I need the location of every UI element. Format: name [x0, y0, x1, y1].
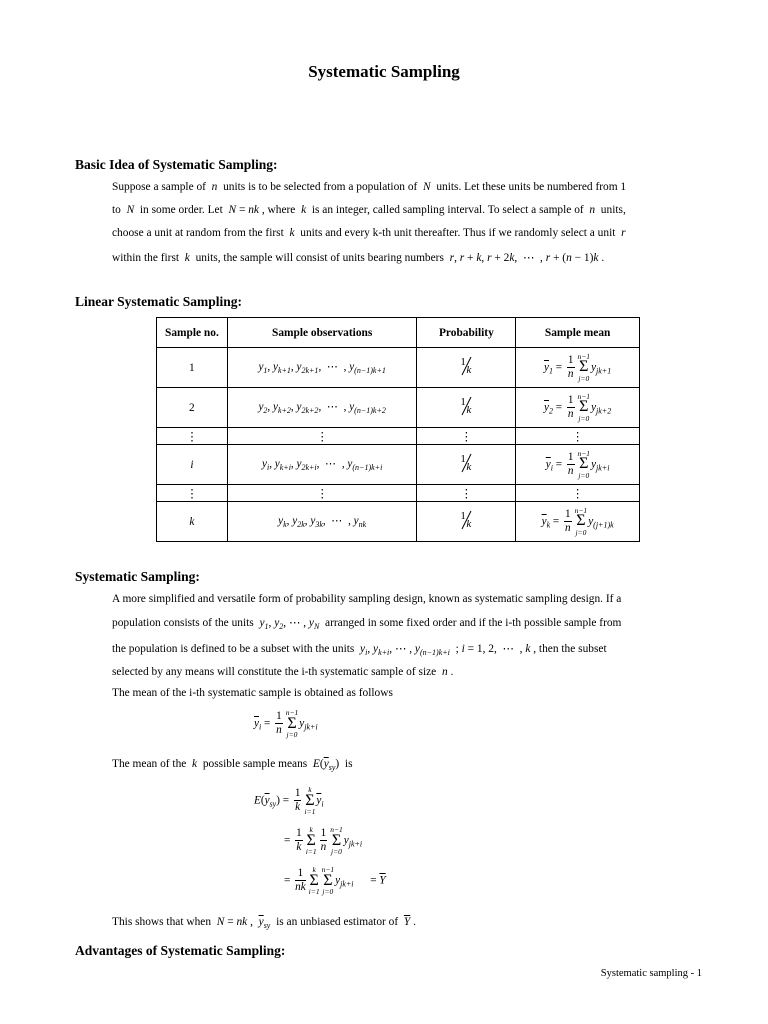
probability: 1 k — [417, 445, 516, 485]
column-header: Probability — [417, 318, 516, 348]
equation-expectation-1: $E(\overline{y}_{sy})$ = $\frac{1}{k}$ k Σ i=1 $\overline{y}_i$ — [254, 785, 324, 816]
sample-no: 2 — [157, 388, 228, 428]
section-heading-basic-idea: Basic Idea of Systematic Sampling: — [75, 157, 278, 172]
sample-no: 1 — [157, 348, 228, 388]
paragraph-line: to N in some order. Let N = nk , where k is an integer, called sampling interval. To select a sample of n units, — [112, 204, 626, 216]
section-heading-advantages: Advantages of Systematic Sampling: — [75, 943, 286, 958]
paragraph-line: The mean of the k possible sample means $E(\overline{y}_{sy})$ is — [112, 758, 353, 772]
vertical-ellipsis: ⋮ — [227, 485, 417, 502]
table-row — [157, 445, 640, 485]
sample-observations: $y_i$, $y_{k+i}$, $y_{2k+i}$, ⋯ , $y_{(n-1)k+i}$ — [227, 445, 417, 485]
table-row — [157, 502, 640, 542]
sampling-table — [156, 317, 640, 542]
column-header: Sample no. — [157, 318, 228, 348]
page-footer: Systematic sampling - 1 — [600, 968, 702, 979]
table-row-ellipsis — [157, 485, 640, 502]
paragraph-line: A more simplified and versatile form of probability sampling design, known as systematic sampling design. If a — [112, 593, 622, 605]
section-heading-systematic: Systematic Sampling: — [75, 569, 200, 584]
probability: 1 k — [417, 348, 516, 388]
vertical-ellipsis: ⋮ — [417, 485, 516, 502]
vertical-ellipsis: ⋮ — [516, 485, 640, 502]
table-row — [157, 348, 640, 388]
table-row-ellipsis — [157, 428, 640, 445]
table-row — [157, 388, 640, 428]
equation-expectation-3: = $\frac{1}{nk}$ k Σ i=1 n−1 Σ j=0 $y_{jk+i}$ = $\overline{Y}$ — [284, 865, 386, 896]
paragraph-line: choose a unit at random from the first k units and every k-th unit thereafter. Thus if we randomly select a unit r — [112, 227, 626, 239]
section-heading-linear: Linear Systematic Sampling: — [75, 294, 243, 309]
sample-mean: $\overline{y}_1$ = $\frac{1}{n}$ n−1 Σ j=0 $y_{jk+1}$ — [516, 348, 640, 388]
paragraph-line: within the first k units, the sample will consist of units bearing numbers r, r + k, r + 2k, ⋯ , r + (n − 1)k . — [112, 252, 605, 264]
sample-observations: $y_2$, $y_{k+2}$, $y_{2k+2}$, ⋯ , $y_{(n-1)k+2}$ — [227, 388, 417, 428]
probability: 1 k — [417, 388, 516, 428]
paragraph-line: The mean of the i-th systematic sample is obtained as follows — [112, 687, 393, 699]
page-title: Systematic Sampling — [308, 62, 460, 81]
probability: 1 k — [417, 502, 516, 542]
equation-sample-mean: $\overline{y}_i$ = $\frac{1}{n}$ n−1 Σ j=0 $y_{jk+i}$ — [254, 708, 318, 739]
column-header: Sample observations — [227, 318, 417, 348]
paragraph-line: population consists of the units $y_1$, $y_2$, ⋯ , $y_N$ arranged in some fixed order and if the i-th possible sample from — [112, 617, 622, 631]
sample-mean: $\overline{y}_i$ = $\frac{1}{n}$ n−1 Σ j=0 $y_{jk+i}$ — [516, 445, 640, 485]
paragraph-line: Suppose a sample of n units is to be selected from a population of N units. Let these units be numbered from 1 — [112, 181, 627, 193]
column-header: Sample mean — [516, 318, 640, 348]
paragraph-line: the population is defined to be a subset with the units $y_i$, $y_{k+i}$, ⋯ , $y_{(n-1)k+i}$ ; i = 1, 2, ⋯ , k , then the subset — [112, 643, 607, 657]
vertical-ellipsis: ⋮ — [157, 485, 228, 502]
paragraph-line: selected by any means will constitute the i-th systematic sample of size n . — [112, 666, 454, 678]
vertical-ellipsis: ⋮ — [516, 428, 640, 445]
equation-expectation-2: = $\frac{1}{k}$ k Σ i=1 $\frac{1}{n}$ n−1 Σ j=0 $y_{jk+i}$ — [284, 825, 363, 856]
vertical-ellipsis: ⋮ — [227, 428, 417, 445]
sample-observations: $y_1$, $y_{k+1}$, $y_{2k+1}$, ⋯ , $y_{(n-1)k+1}$ — [227, 348, 417, 388]
sample-mean: $\overline{y}_k$ = $\frac{1}{n}$ n−1 Σ j=0 $y_{(j+1)k}$ — [516, 502, 640, 542]
vertical-ellipsis: ⋮ — [157, 428, 228, 445]
sample-observations: $y_k$, $y_{2k}$, $y_{3k}$, ⋯ , $y_{nk}$ — [227, 502, 417, 542]
sample-no: k — [157, 502, 228, 542]
vertical-ellipsis: ⋮ — [417, 428, 516, 445]
sample-no: i — [157, 445, 228, 485]
paragraph-line: This shows that when N = nk , $\overline{y}_{sy}$ is an unbiased estimator of $\overline{Y}$ . — [112, 916, 416, 930]
sample-mean: $\overline{y}_2$ = $\frac{1}{n}$ n−1 Σ j=0 $y_{jk+2}$ — [516, 388, 640, 428]
